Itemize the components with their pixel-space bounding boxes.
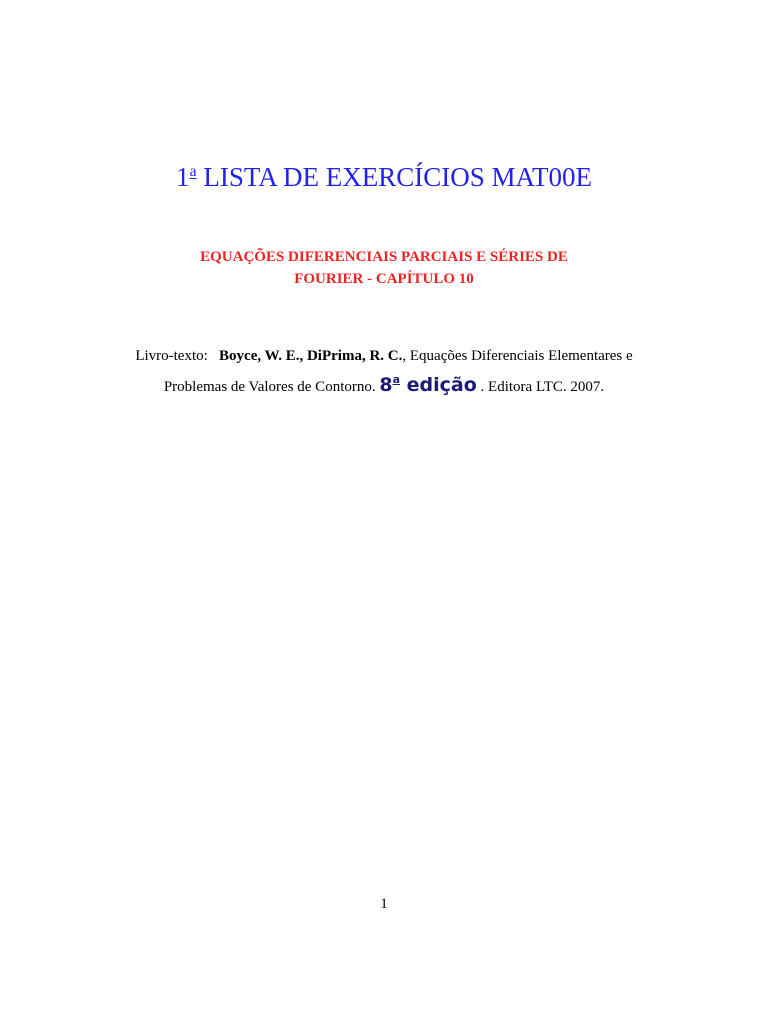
title-number: 1 [176, 162, 190, 192]
page-title [0, 152, 768, 197]
title-text: LISTA DE EXERCÍCIOS MAT00E [196, 162, 592, 192]
reference-label: Livro-texto: [135, 348, 208, 364]
subtitle-line-2: FOURIER - CAPÍTULO 10 [294, 271, 474, 287]
edition-number: 8 [379, 374, 393, 396]
reference-book-title: , Equações Diferenciais Elementares e Problemas de Valores de Contorno. [163, 348, 633, 395]
reference-edition [379, 374, 476, 396]
edition-ordinal: a [392, 373, 401, 386]
edition-word: edição [400, 374, 477, 396]
page-number: 1 [380, 896, 388, 912]
textbook-reference [112, 344, 656, 399]
page-subtitle [0, 246, 768, 290]
subtitle-line-1: EQUAÇÕES DIFERENCIAIS PARCIAIS E SÉRIES DE [200, 249, 568, 265]
title-ordinal: a [189, 163, 197, 180]
reference-publisher: . Editora LTC. 2007. [476, 379, 605, 395]
reference-authors: Boyce, W. E., DiPrima, R. C. [219, 348, 403, 364]
